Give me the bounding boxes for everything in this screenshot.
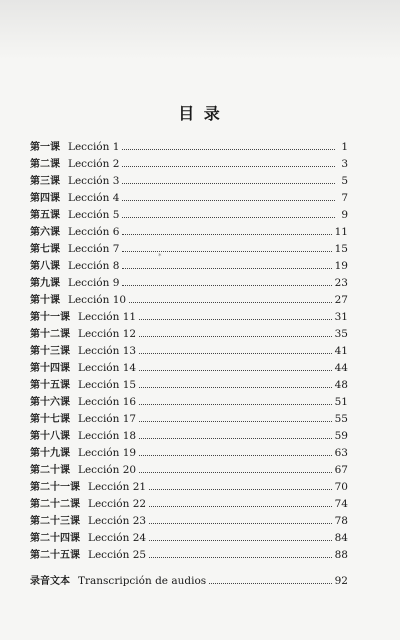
entry-page-number: 1 — [341, 141, 348, 153]
dot-leader — [122, 234, 331, 235]
entry-spanish-label: Lección 9 — [68, 277, 120, 289]
entry-page-number: 41 — [334, 345, 348, 357]
entry-chinese-label: 第十九课 — [30, 448, 70, 459]
toc-entry[interactable] — [30, 530, 348, 547]
entry-spanish-label: Lección 7 — [68, 243, 120, 255]
entry-spanish-label: Lección 25 — [88, 549, 147, 561]
entry-spanish-label: Lección 11 — [78, 311, 137, 323]
toc-entry[interactable] — [30, 258, 348, 275]
dot-leader — [149, 489, 332, 490]
entry-page-number: 88 — [334, 549, 348, 561]
entry-page-number: 35 — [334, 328, 348, 340]
entry-spanish-label: Lección 17 — [78, 413, 137, 425]
dot-leader — [139, 438, 332, 439]
entry-page-number: 9 — [341, 209, 348, 221]
toc-entry[interactable] — [30, 496, 348, 513]
toc-entry[interactable] — [30, 275, 348, 292]
entry-spanish-label: Lección 2 — [68, 158, 120, 170]
toc-entry[interactable] — [30, 462, 348, 479]
entry-spanish-label: Lección 22 — [88, 498, 147, 510]
entry-chinese-label: 第四课 — [30, 193, 60, 204]
toc-list — [30, 139, 348, 564]
dot-leader — [122, 285, 331, 286]
entry-page-number: 70 — [334, 481, 348, 493]
entry-spanish-label: Lección 3 — [68, 175, 120, 187]
entry-spanish-label: Lección 8 — [68, 260, 120, 272]
entry-spanish-label: Lección 1 — [68, 141, 120, 153]
entry-chinese-label: 第七课 — [30, 244, 60, 255]
entry-chinese-label: 第十四课 — [30, 363, 70, 374]
entry-chinese-label: 第八课 — [30, 261, 60, 272]
entry-spanish-label: Lección 10 — [68, 294, 127, 306]
toc-entry[interactable] — [30, 156, 348, 173]
dot-leader — [122, 268, 331, 269]
dot-leader — [139, 387, 332, 388]
dot-leader — [149, 557, 332, 558]
entry-page-number: 15 — [334, 243, 348, 255]
entry-chinese-label: 第二十一课 — [30, 482, 80, 493]
dot-leader — [122, 166, 335, 167]
entry-page-number: 3 — [341, 158, 348, 170]
dot-leader — [149, 540, 332, 541]
entry-page-number: 67 — [334, 464, 348, 476]
entry-spanish-label: Lección 24 — [88, 532, 147, 544]
toc-entry[interactable] — [30, 377, 348, 394]
entry-page-number: 5 — [341, 175, 348, 187]
entry-chinese-label: 第十六课 — [30, 397, 70, 408]
dot-leader — [139, 455, 332, 456]
entry-spanish-label: Lección 14 — [78, 362, 137, 374]
entry-chinese-label: 第十课 — [30, 295, 60, 306]
appendix-spanish-label: Transcripción de audios — [78, 575, 207, 587]
dot-leader — [122, 149, 335, 150]
toc-entry[interactable] — [30, 241, 348, 258]
appendix-chinese-label: 录音文本 — [30, 576, 70, 587]
toc-entry[interactable] — [30, 428, 348, 445]
entry-chinese-label: 第十七课 — [30, 414, 70, 425]
dot-leader — [122, 217, 335, 218]
entry-chinese-label: 第六课 — [30, 227, 60, 238]
entry-chinese-label: 第二十课 — [30, 465, 70, 476]
toc-entry[interactable] — [30, 411, 348, 428]
entry-chinese-label: 第五课 — [30, 210, 60, 221]
toc-entry[interactable] — [30, 190, 348, 207]
dot-leader — [122, 183, 335, 184]
entry-chinese-label: 第十五课 — [30, 380, 70, 391]
entry-page-number: 84 — [334, 532, 348, 544]
dot-leader — [122, 251, 331, 252]
toc-entry[interactable] — [30, 173, 348, 190]
entry-page-number: 74 — [334, 498, 348, 510]
entry-chinese-label: 第十二课 — [30, 329, 70, 340]
entry-spanish-label: Lección 20 — [78, 464, 137, 476]
toc-entry[interactable] — [30, 139, 348, 156]
entry-chinese-label: 第二课 — [30, 159, 60, 170]
entry-spanish-label: Lección 4 — [68, 192, 120, 204]
appendix-page-number: 92 — [334, 575, 348, 587]
entry-page-number: 19 — [334, 260, 348, 272]
toc-entry[interactable] — [30, 513, 348, 530]
entry-page-number: 31 — [334, 311, 348, 323]
entry-spanish-label: Lección 6 — [68, 226, 120, 238]
toc-entry[interactable] — [30, 309, 348, 326]
entry-spanish-label: Lección 21 — [88, 481, 147, 493]
dot-leader — [149, 523, 332, 524]
dot-leader — [139, 370, 332, 371]
entry-chinese-label: 第九课 — [30, 278, 60, 289]
entry-chinese-label: 第十一课 — [30, 312, 70, 323]
entry-page-number: 7 — [341, 192, 348, 204]
toc-entry[interactable] — [30, 360, 348, 377]
toc-entry[interactable] — [30, 224, 348, 241]
toc-entry[interactable] — [30, 207, 348, 224]
toc-entry[interactable] — [30, 326, 348, 343]
entry-chinese-label: 第二十四课 — [30, 533, 80, 544]
scan-speck: * — [158, 252, 162, 260]
toc-entry[interactable] — [30, 445, 348, 462]
page-title: 目 录 — [178, 104, 222, 123]
entry-chinese-label: 第二十五课 — [30, 550, 80, 561]
dot-leader — [139, 421, 332, 422]
entry-spanish-label: Lección 16 — [78, 396, 137, 408]
entry-spanish-label: Lección 12 — [78, 328, 137, 340]
entry-page-number: 48 — [334, 379, 348, 391]
toc-appendix-entry[interactable] — [30, 573, 348, 590]
dot-leader — [149, 506, 332, 507]
dot-leader — [139, 319, 332, 320]
entry-page-number: 11 — [334, 226, 348, 238]
entry-page-number: 51 — [334, 396, 348, 408]
entry-chinese-label: 第十三课 — [30, 346, 70, 357]
entry-page-number: 59 — [334, 430, 348, 442]
entry-spanish-label: Lección 18 — [78, 430, 137, 442]
entry-chinese-label: 第二十二课 — [30, 499, 80, 510]
entry-spanish-label: Lección 13 — [78, 345, 137, 357]
entry-page-number: 27 — [334, 294, 348, 306]
dot-leader — [139, 353, 332, 354]
entry-spanish-label: Lección 5 — [68, 209, 120, 221]
toc-entry[interactable] — [30, 343, 348, 360]
dot-leader — [139, 404, 332, 405]
entry-page-number: 78 — [334, 515, 348, 527]
toc-entry[interactable] — [30, 479, 348, 496]
toc-entry[interactable] — [30, 547, 348, 564]
entry-page-number: 23 — [334, 277, 348, 289]
toc-entry[interactable] — [30, 394, 348, 411]
dot-leader — [122, 200, 335, 201]
entry-chinese-label: 第三课 — [30, 176, 60, 187]
entry-chinese-label: 第十八课 — [30, 431, 70, 442]
entry-spanish-label: Lección 15 — [78, 379, 137, 391]
entry-spanish-label: Lección 19 — [78, 447, 137, 459]
entry-spanish-label: Lección 23 — [88, 515, 147, 527]
dot-leader — [129, 302, 332, 303]
toc-entry[interactable] — [30, 292, 348, 309]
entry-chinese-label: 第二十三课 — [30, 516, 80, 527]
dot-leader — [139, 472, 332, 473]
dot-leader — [209, 583, 331, 584]
entry-page-number: 63 — [334, 447, 348, 459]
entry-page-number: 55 — [334, 413, 348, 425]
scan-shadow — [0, 0, 400, 60]
dot-leader — [139, 336, 332, 337]
entry-chinese-label: 第一课 — [30, 142, 60, 153]
entry-page-number: 44 — [334, 362, 348, 374]
